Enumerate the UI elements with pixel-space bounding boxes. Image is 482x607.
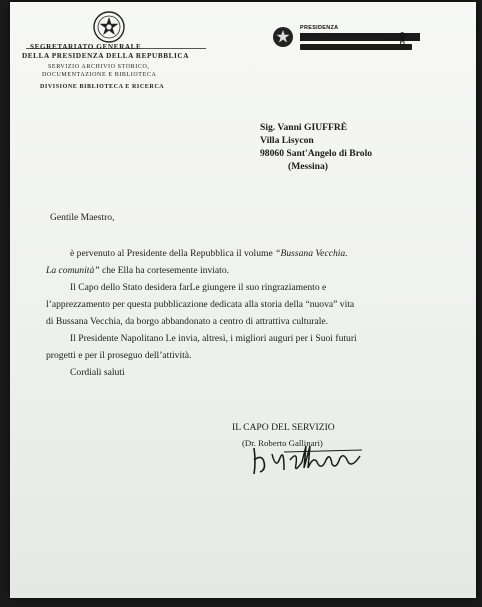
paragraph-2-line-1: Il Capo dello Stato desidera farLe giungere il suo ringraziamento e — [70, 282, 327, 293]
paragraph-3-line-1: Il Presidente Napolitano Le invia, altresì, i migliori auguri per i Suoi futuri — [70, 333, 357, 344]
recipient-villa: Villa Lisycon — [260, 135, 314, 146]
paragraph-1-line-2: La comunità” che Ella ha cortesemente inviato. — [46, 265, 230, 276]
org-name-line1: SEGRETARIATO GENERALE — [30, 43, 142, 51]
signoff-title: IL CAPO DEL SERVIZIO — [232, 422, 335, 433]
closing: Cordiali saluti — [70, 367, 125, 378]
org-division: DIVISIONE BIBLIOTECA E RICERCA — [40, 84, 165, 90]
protocol-redaction-bar — [300, 44, 412, 50]
recipient-name: Sig. Vanni GIUFFRÈ — [260, 122, 348, 133]
protocol-number-redacted: SGPR 00/00/0000 0000000 P — [300, 33, 420, 41]
org-name-line2: DELLA PRESIDENZA DELLA REPUBBLICA — [22, 52, 189, 60]
org-service-line1: SERVIZIO ARCHIVIO STORICO, — [48, 64, 150, 70]
recipient-province: (Messina) — [288, 161, 328, 172]
paragraph-2-line-2: l’apprezzamento per questa pubblicazione dedicata alla storia della “nuova” vita — [46, 299, 355, 310]
paragraph-3-line-2: progetti e per il proseguo dell’attività. — [46, 350, 192, 361]
paragraph-2-line-3: di Bussana Vecchia, da borgo abbandonato a centro di attrattiva culturale. — [46, 316, 329, 327]
protocol-emblem-icon — [272, 26, 294, 48]
recipient-city: 98060 Sant'Angelo di Brolo — [260, 148, 373, 159]
org-service-line2: DOCUMENTAZIONE E BIBLIOTECA — [42, 72, 157, 78]
handwritten-signature — [244, 440, 370, 480]
paragraph-1-line-1: è pervenuto al Presidente della Repubblica il volume “Bussana Vecchia. — [70, 248, 348, 259]
signoff-name: (Dr. Roberto Gallinari) — [242, 438, 323, 448]
letter-page — [10, 2, 476, 598]
salutation: Gentile Maestro, — [50, 212, 115, 223]
protocol-label: PRESIDENZA — [300, 25, 339, 31]
protocol-side-code: GBD — [398, 32, 404, 46]
republic-emblem-icon — [92, 10, 126, 44]
